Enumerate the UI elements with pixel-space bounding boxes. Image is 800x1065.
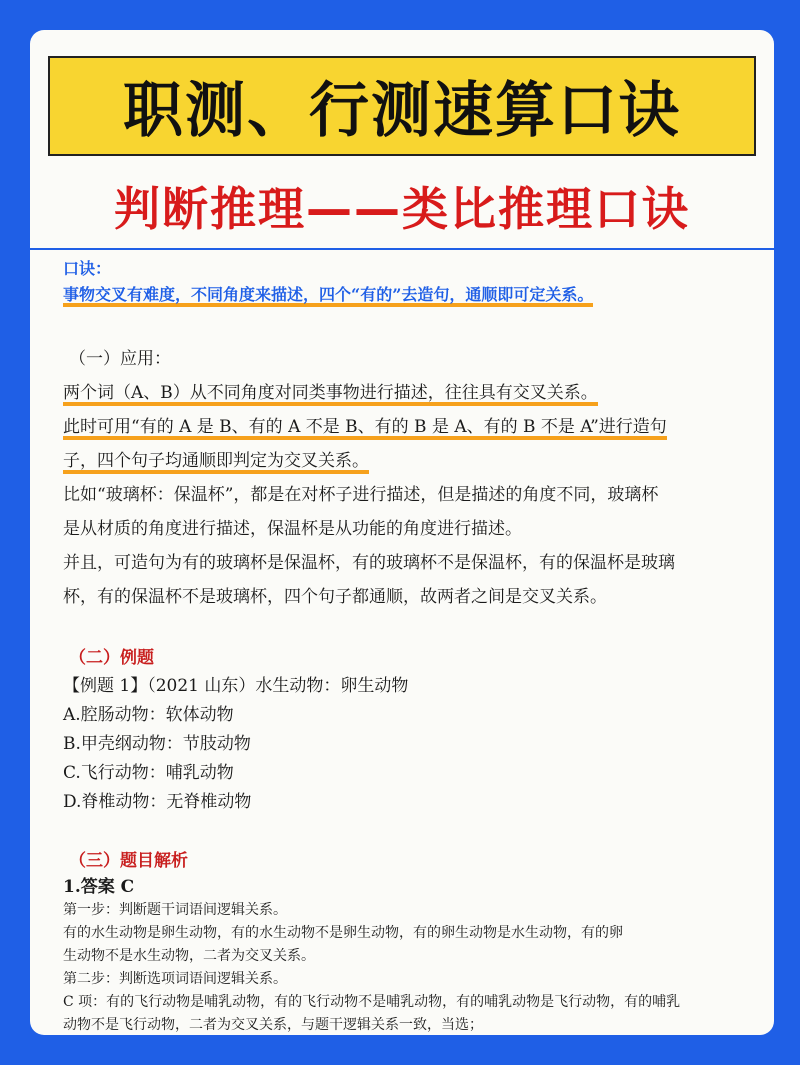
section1-line-text: 两个词（A、B）从不同角度对同类事物进行描述，往往具有交叉关系。	[63, 383, 598, 406]
example-option: B.甲壳纲动物：节肢动物	[63, 734, 251, 754]
article-body	[63, 252, 753, 1035]
section3-heading: （三）题目解析	[69, 851, 188, 871]
section1-line	[63, 376, 753, 410]
section1-line	[63, 410, 753, 444]
section1-line-text: 子，四个句子均通顺即判定为交叉关系。	[63, 451, 369, 474]
koujue-label: 口诀：	[63, 259, 112, 278]
content-card	[30, 30, 774, 1035]
section1-line	[63, 444, 753, 478]
page-subtitle: 判断推理——类比推理口诀	[114, 182, 690, 236]
section1-line: 并且，可造句为有的玻璃杯是保温杯，有的玻璃杯不是保温杯，有的保温杯是玻璃	[63, 553, 675, 573]
analysis-line: 第一步：判断题干词语间逻辑关系。	[63, 902, 287, 918]
section1-heading: （一）应用：	[69, 349, 171, 369]
page-title: 职测、行测速算口诀	[123, 76, 681, 146]
analysis-line: 有的水生动物是卵生动物，有的水生动物不是卵生动物，有的卵生动物是水生动物，有的卵	[63, 925, 623, 941]
section1-line: 是从材质的角度进行描述，保温杯是从功能的角度进行描述。	[63, 519, 522, 539]
divider	[30, 248, 774, 250]
koujue-text-block	[63, 282, 753, 308]
title-banner	[48, 56, 756, 156]
analysis-line: 生动物不是水生动物，二者为交叉关系。	[63, 948, 315, 964]
example-option: C.飞行动物：哺乳动物	[63, 763, 234, 783]
example-option: A.腔肠动物：软体动物	[63, 705, 234, 725]
analysis-line: C 项：有的飞行动物是哺乳动物，有的飞行动物不是哺乳动物，有的哺乳动物是飞行动物，有的哺乳	[63, 994, 681, 1010]
analysis-line: 动物不是飞行动物，二者为交叉关系，与题干逻辑关系一致，当选；	[63, 1017, 483, 1033]
example-question: 【例题 1】（2021 山东）水生动物：卵生动物	[63, 676, 409, 696]
section1-line-text: 此时可用“有的 A 是 B、有的 A 不是 B、有的 B 是 A、有的 B 不是 A”进行造句	[63, 417, 667, 440]
koujue-text: 事物交叉有难度，不同角度来描述，四个“有的”去造句，通顺即可定关系。	[63, 285, 593, 307]
section1-line: 杯，有的保温杯不是玻璃杯，四个句子都通顺，故两者之间是交叉关系。	[63, 587, 607, 607]
section2-heading: （二）例题	[69, 648, 154, 668]
answer-label: 1.答案 C	[63, 877, 135, 897]
analysis-line: 第二步：判断选项词语间逻辑关系。	[63, 971, 287, 987]
example-option: D.脊椎动物：无脊椎动物	[63, 792, 252, 812]
section1-line: 比如“玻璃杯：保温杯”，都是在对杯子进行描述，但是描述的角度不同，玻璃杯	[63, 485, 659, 505]
